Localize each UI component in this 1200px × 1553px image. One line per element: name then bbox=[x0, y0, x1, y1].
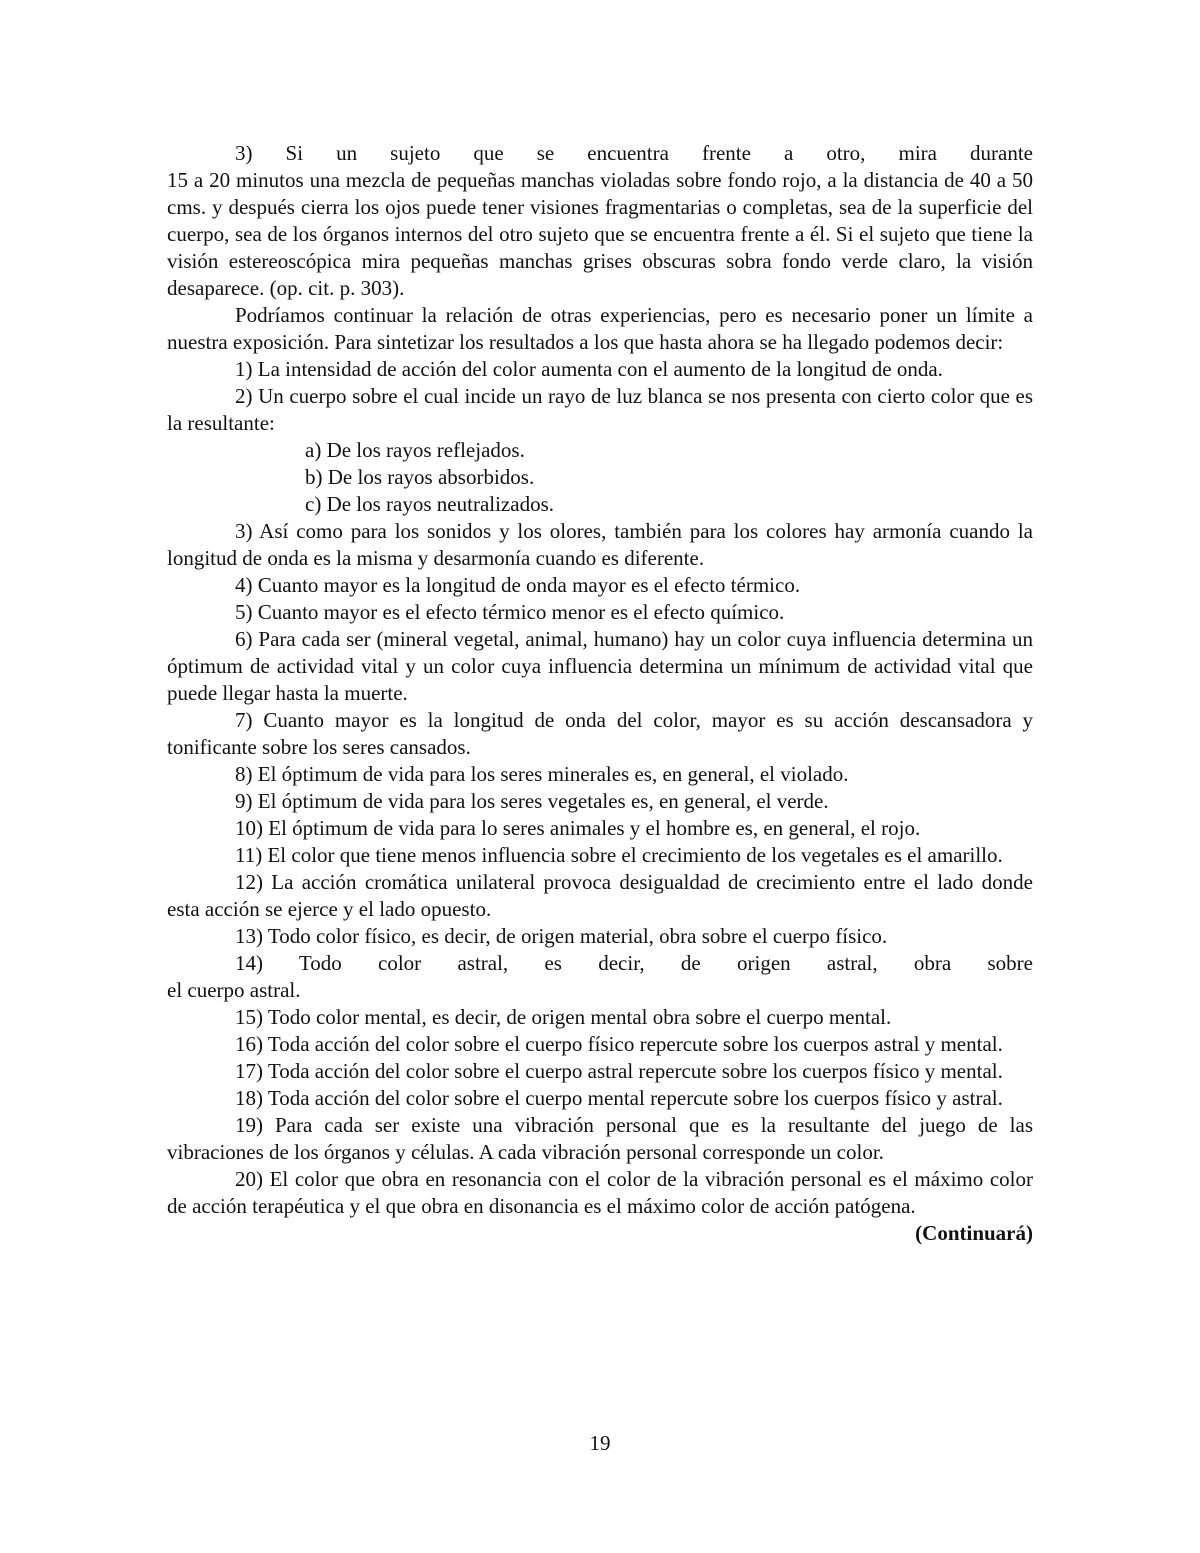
paragraph-3-body: 15 a 20 minutos una mezcla de pequeñas manchas violadas sobre fondo rojo, a la distancia de 40 a 50 cms. y después cierra los ojos puede tener visiones fragmentarias o completas, sea de la superficie del cuerpo, sea de los órganos internos del otro sujeto que se encuentra frente a él. Si el sujeto que tiene la visión estereoscópica mira pequeñas manchas grises obscuras sobra fondo verde claro, la visión desaparece. (op. cit. p. 303). bbox=[167, 168, 1033, 300]
paragraph-3-first-line: 3) Si un sujeto que se encuentra frente a otro, mira durante bbox=[235, 141, 1033, 165]
summary-intro-paragraph: Podríamos continuar la relación de otras experiencias, pero es necesario poner un límite a nuestra exposición. Para sintetizar los resultados a los que hasta ahora se ha llegado podemos decir: bbox=[167, 303, 1033, 354]
conclusion-5: 5) Cuanto mayor es el efecto térmico menor es el efecto químico. bbox=[235, 600, 785, 624]
conclusion-2: 2) Un cuerpo sobre el cual incide un rayo de luz blanca se nos presenta con cierto color que es la resultante: bbox=[167, 384, 1033, 435]
conclusion-11: 11) El color que tiene menos influencia sobre el crecimiento de los vegetales es el amarillo. bbox=[235, 843, 1003, 867]
conclusion-16: 16) Toda acción del color sobre el cuerpo físico repercute sobre los cuerpos astral y mental. bbox=[235, 1032, 1003, 1056]
conclusion-3: 3) Así como para los sonidos y los olores, también para los colores hay armonía cuando la longitud de onda es la misma y desarmonía cuando es diferente. bbox=[167, 519, 1033, 570]
conclusion-2-item-a: a) De los rayos reflejados. bbox=[305, 438, 525, 462]
conclusion-12: 12) La acción cromática unilateral provoca desigualdad de crecimiento entre el lado donde esta acción se ejerce y el lado opuesto. bbox=[167, 870, 1033, 921]
conclusion-1: 1) La intensidad de acción del color aumenta con el aumento de la longitud de onda. bbox=[235, 357, 943, 381]
conclusion-13: 13) Todo color físico, es decir, de origen material, obra sobre el cuerpo físico. bbox=[235, 924, 888, 948]
conclusion-19: 19) Para cada ser existe una vibración personal que es la resultante del juego de las vibraciones de los órganos y células. A cada vibración personal corresponde un color. bbox=[167, 1113, 1033, 1164]
conclusion-18: 18) Toda acción del color sobre el cuerpo mental repercute sobre los cuerpos físico y astral. bbox=[235, 1086, 1003, 1110]
conclusion-14-second-line: el cuerpo astral. bbox=[167, 978, 301, 1002]
conclusion-4: 4) Cuanto mayor es la longitud de onda mayor es el efecto térmico. bbox=[235, 573, 801, 597]
conclusion-9: 9) El óptimum de vida para los seres vegetales es, en general, el verde. bbox=[235, 789, 829, 813]
conclusion-10: 10) El óptimum de vida para lo seres animales y el hombre es, en general, el rojo. bbox=[235, 816, 921, 840]
conclusion-7: 7) Cuanto mayor es la longitud de onda del color, mayor es su acción descansadora y tonificante sobre los seres cansados. bbox=[167, 708, 1033, 759]
conclusion-2-item-c: c) De los rayos neutralizados. bbox=[305, 492, 554, 516]
page-body bbox=[167, 140, 1033, 1247]
continued-notice: (Continuará) bbox=[915, 1221, 1033, 1245]
conclusion-14-first-line: 14) Todo color astral, es decir, de origen astral, obra sobre bbox=[235, 951, 1033, 975]
conclusion-6: 6) Para cada ser (mineral vegetal, animal, humano) hay un color cuya influencia determina un óptimum de actividad vital y un color cuya influencia determina un mínimum de actividad vital que puede llegar hasta la muerte. bbox=[167, 627, 1033, 705]
conclusion-17: 17) Toda acción del color sobre el cuerpo astral repercute sobre los cuerpos físico y mental. bbox=[235, 1059, 1003, 1083]
conclusion-15: 15) Todo color mental, es decir, de origen mental obra sobre el cuerpo mental. bbox=[235, 1005, 892, 1029]
conclusion-2-item-b: b) De los rayos absorbidos. bbox=[305, 465, 535, 489]
conclusion-8: 8) El óptimum de vida para los seres minerales es, en general, el violado. bbox=[235, 762, 849, 786]
conclusion-20: 20) El color que obra en resonancia con el color de la vibración personal es el máximo color de acción terapéutica y el que obra en disonancia es el máximo color de acción patógena. bbox=[167, 1167, 1033, 1218]
page-number: 19 bbox=[589, 1431, 611, 1455]
